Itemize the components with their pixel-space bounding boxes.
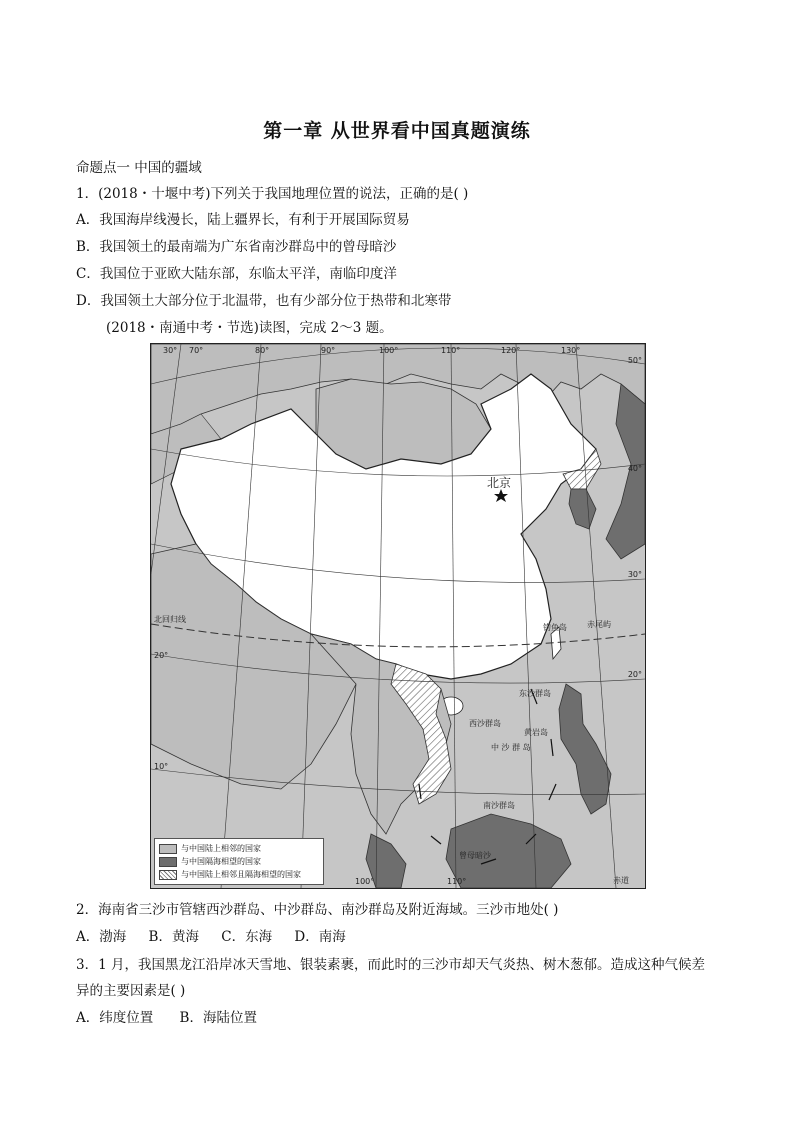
question-2-stem: 2．海南省三沙市管辖西沙群岛、中沙群岛、南沙群岛及附近海域。三沙市地处( ) (76, 902, 559, 918)
question-1-option-a: A．我国海岸线漫长，陆上疆界长，有利于开展国际贸易 (76, 212, 410, 228)
lon-label-120: 120° (501, 346, 521, 355)
equator-label: 赤道 (613, 876, 629, 885)
huangyan-label: 黄岩岛 (524, 728, 548, 737)
lon-label-bottom-100: 100° (355, 877, 375, 886)
map-legend (154, 838, 324, 885)
section-heading: 命题点一 中国的疆域 (76, 160, 202, 176)
lat-label-left-30: 30° (163, 346, 178, 355)
legend-row-sea (159, 855, 319, 868)
question-2-option-c: C．东海 (221, 929, 273, 945)
lat-label-left-10: 10° (154, 762, 169, 771)
lon-label-100: 100° (379, 346, 399, 355)
lat-label-right-40: 40° (627, 464, 642, 473)
map-graphic (151, 344, 645, 888)
xisha-label: 西沙群岛 (469, 719, 501, 728)
dongsha-label: 东沙群岛 (519, 689, 551, 698)
question-2-option-b: B．黄海 (148, 929, 199, 945)
legend-label-land: 与中国陆上相邻的国家 (181, 844, 261, 853)
nansha-label: 南沙群岛 (483, 801, 515, 810)
lat-label-left-20: 20° (154, 651, 169, 660)
question-1-option-b: B．我国领土的最南端为广东省南沙群岛中的曾母暗沙 (76, 239, 397, 255)
question-1-stem: 1．(2018・十堰中考)下列关于我国地理位置的说法，正确的是( ) (76, 186, 469, 202)
china-map (150, 343, 646, 889)
question-3-option-b: B．海陆位置 (179, 1010, 257, 1026)
question-2-option-d: D．南海 (294, 929, 346, 945)
lon-label-110: 110° (441, 346, 461, 355)
beijing-label: 北京 (487, 476, 512, 490)
lat-label-right-50: 50° (627, 356, 642, 365)
legend-row-both (159, 868, 319, 881)
lon-label-70: 70° (189, 346, 204, 355)
chiwei-label: 赤尾屿 (587, 620, 611, 629)
legend-swatch-both (159, 870, 177, 880)
lat-label-right-30: 30° (627, 570, 642, 579)
lon-label-80: 80° (255, 346, 270, 355)
diaoyu-label: 钓鱼岛 (543, 623, 567, 632)
legend-row-land (159, 842, 319, 855)
legend-label-both: 与中国陆上相邻且隔海相望的国家 (181, 870, 301, 879)
map-intro: (2018・南通中考・节选)读图，完成 2～3 题。 (106, 320, 393, 336)
legend-label-sea: 与中国隔海相望的国家 (181, 857, 261, 866)
page-title: 第一章 从世界看中国真题演练 (263, 120, 531, 142)
question-1-option-d: D．我国领土大部分位于北温带，也有少部分位于热带和北寒带 (76, 293, 452, 309)
zengmu-label: 曾母暗沙 (459, 851, 491, 860)
lon-label-90: 90° (321, 346, 336, 355)
question-3-stem-line1: 3．1 月，我国黑龙江沿岸冰天雪地、银装素裹，而此时的三沙市却天气炎热、树木葱郁。造成这种气候差 (76, 957, 705, 973)
lon-label-130: 130° (561, 346, 581, 355)
question-3-option-a: A．纬度位置 (76, 1010, 154, 1026)
tropic-label: 北回归线 (154, 615, 186, 624)
question-3-options (76, 1006, 257, 1026)
legend-swatch-land (159, 844, 177, 854)
question-2-options (76, 925, 346, 945)
question-3-stem-line2: 异的主要因素是( ) (76, 983, 186, 999)
lat-label-right-20: 20° (627, 670, 642, 679)
lon-label-bottom-110: 110° (447, 877, 467, 886)
zhongsha-label: 中 沙 群 岛 (491, 743, 531, 752)
question-2-option-a: A．渤海 (76, 929, 127, 945)
question-1-option-c: C．我国位于亚欧大陆东部，东临太平洋，南临印度洋 (76, 266, 397, 282)
legend-swatch-sea (159, 857, 177, 867)
